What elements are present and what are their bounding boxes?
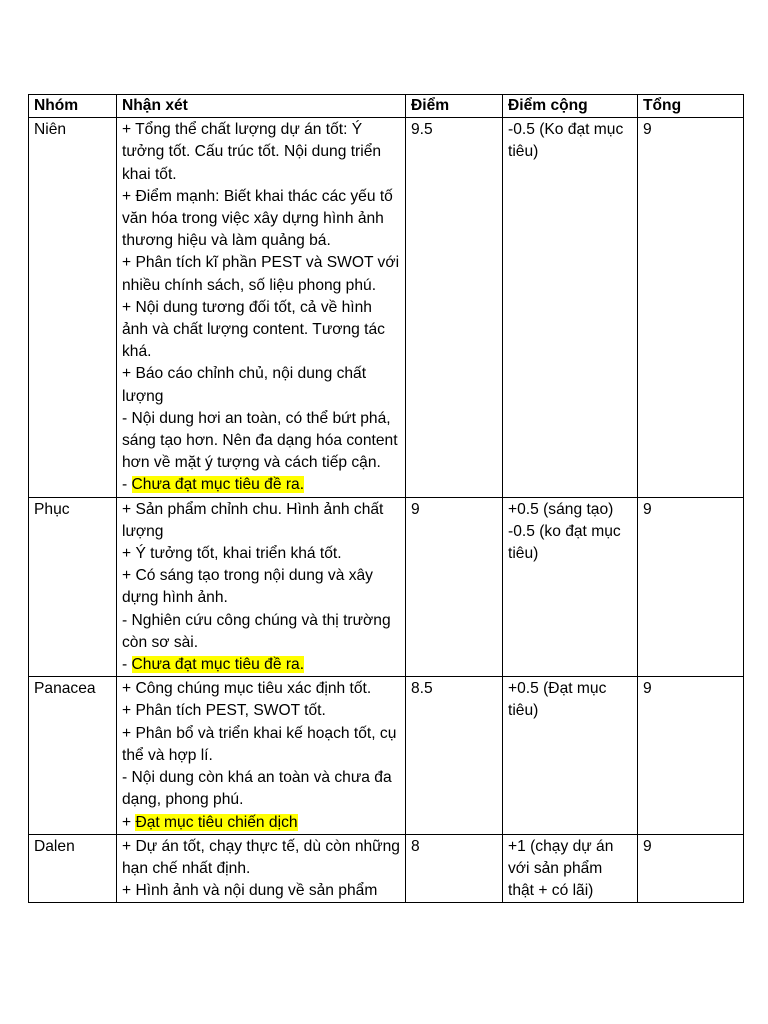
bonus-cell xyxy=(503,497,638,677)
total-cell: 9 xyxy=(638,834,744,903)
comment-line: - Nghiên cứu công chúng và thị trường còn sơ sài. xyxy=(122,611,391,651)
total-cell: 9 xyxy=(638,118,744,497)
bonus-line: +0.5 (Đạt mục tiêu) xyxy=(508,680,607,720)
score-cell: 8.5 xyxy=(406,677,503,834)
header-total: Tổng xyxy=(638,95,744,118)
table-row xyxy=(29,118,744,497)
score-cell: 9.5 xyxy=(406,118,503,497)
comment-line: - Nội dung hơi an toàn, có thể bứt phá, sáng tạo hơn. Nên đa dạng hóa content hơn về mặt ý tượng và cách tiếp cận. xyxy=(122,409,398,472)
comment-line: + Nội dung tương đối tốt, cả về hình ảnh và chất lượng content. Tương tác khá. xyxy=(122,298,385,361)
table-row xyxy=(29,497,744,677)
group-cell: Dalen xyxy=(29,834,117,903)
comment-cell xyxy=(117,677,406,834)
total-cell: 9 xyxy=(638,497,744,677)
comment-line: + Phân bổ và triển khai kế hoạch tốt, cụ thể và hợp lí. xyxy=(122,724,397,764)
score-cell: 9 xyxy=(406,497,503,677)
highlighted-text: Chưa đạt mục tiêu đề ra. xyxy=(131,476,305,494)
comment-line: + Sản phẩm chỉnh chu. Hình ảnh chất lượng xyxy=(122,500,384,540)
group-cell: Niên xyxy=(29,118,117,497)
header-comment: Nhận xét xyxy=(117,95,406,118)
comment-line: - Nội dung còn khá an toàn và chưa đa dạng, phong phú. xyxy=(122,769,392,809)
group-cell: Phục xyxy=(29,497,117,677)
score-cell: 8 xyxy=(406,834,503,903)
header-bonus: Điểm cộng xyxy=(503,95,638,118)
comment-line: + Có sáng tạo trong nội dung và xây dựng hình ảnh. xyxy=(122,567,373,607)
comment-line: + Tổng thể chất lượng dự án tốt: Ý tưởng tốt. Cấu trúc tốt. Nội dung triển khai tốt. xyxy=(122,121,382,183)
bonus-cell xyxy=(503,834,638,903)
table-header-row xyxy=(29,95,744,118)
grading-table xyxy=(28,94,744,903)
bonus-line: -0.5 (Ko đạt mục tiêu) xyxy=(508,121,624,161)
comment-line-highlighted: + Đạt mục tiêu chiến dịch xyxy=(122,813,298,831)
table-row xyxy=(29,677,744,834)
highlighted-text: Chưa đạt mục tiêu đề ra. xyxy=(131,656,305,674)
comment-line: + Dự án tốt, chạy thực tế, dù còn những hạn chế nhất định. xyxy=(122,837,400,877)
comment-line: + Báo cáo chỉnh chủ, nội dung chất lượng xyxy=(122,365,367,405)
comment-cell xyxy=(117,118,406,497)
bonus-cell xyxy=(503,677,638,834)
comment-cell xyxy=(117,497,406,677)
comment-line: + Hình ảnh và nội dung về sản phẩm xyxy=(122,882,378,900)
comment-line: + Phân tích PEST, SWOT tốt. xyxy=(122,702,326,720)
header-score: Điểm xyxy=(406,95,503,118)
comment-line: + Phân tích kĩ phần PEST và SWOT với nhiều chính sách, số liệu phong phú. xyxy=(122,254,400,294)
bonus-cell xyxy=(503,118,638,497)
total-cell: 9 xyxy=(638,677,744,834)
comment-line: + Điểm mạnh: Biết khai thác các yếu tố văn hóa trong việc xây dựng hình ảnh thương hiệu và làm quảng bá. xyxy=(122,187,393,250)
comment-line-highlighted: - Chưa đạt mục tiêu đề ra. xyxy=(122,476,305,494)
group-cell: Panacea xyxy=(29,677,117,834)
highlighted-text: Đạt mục tiêu chiến dịch xyxy=(135,813,298,831)
comment-cell xyxy=(117,834,406,903)
comment-line: + Ý tưởng tốt, khai triển khá tốt. xyxy=(122,545,342,563)
table-row xyxy=(29,834,744,903)
bonus-line: +1 (chạy dự án với sản phẩm thật + có lãi) xyxy=(508,837,614,900)
comment-line: + Công chúng mục tiêu xác định tốt. xyxy=(122,680,372,698)
bonus-line: -0.5 (ko đạt mục tiêu) xyxy=(508,522,621,563)
bonus-line: +0.5 (sáng tạo) xyxy=(508,500,614,518)
comment-line-highlighted: - Chưa đạt mục tiêu đề ra. xyxy=(122,656,305,674)
header-group: Nhóm xyxy=(29,95,117,118)
